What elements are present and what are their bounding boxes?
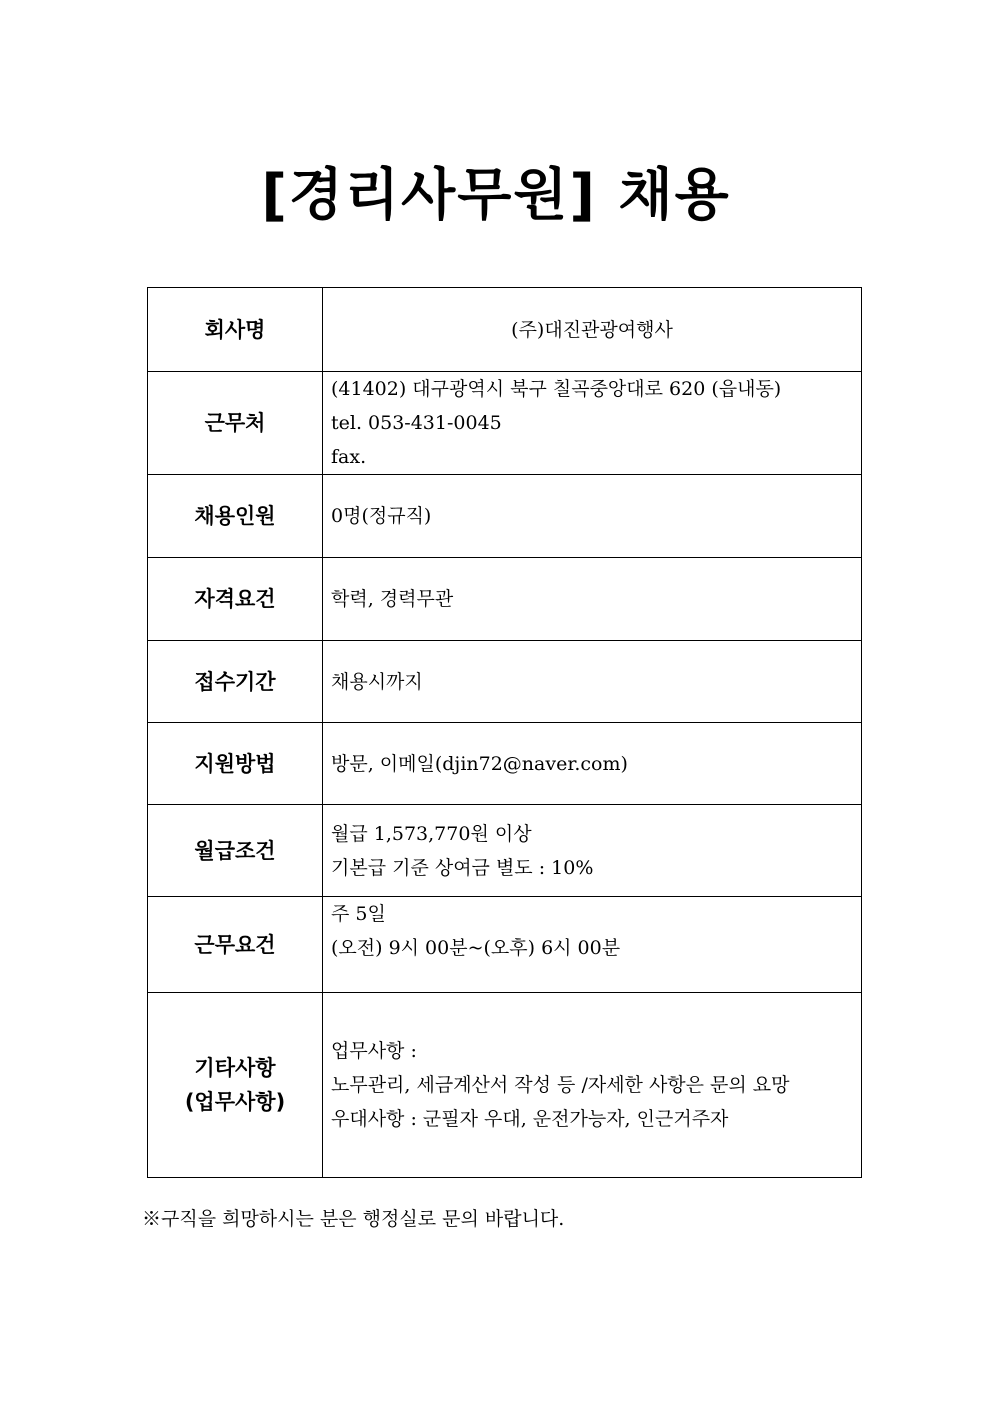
value-headcount: 0명(정규직) [323, 475, 862, 558]
workplace-address: (41402) 대구광역시 북구 칠곡중앙대로 620 (읍내동) [331, 378, 782, 400]
table-row-company [148, 288, 862, 372]
workplace-fax: fax. [331, 446, 367, 468]
value-workplace [323, 372, 862, 475]
label-apply: 지원방법 [148, 723, 323, 805]
table-row-period [148, 641, 862, 723]
job-posting-table [147, 287, 862, 1178]
etc-duties-heading: 업무사항 : [331, 1040, 417, 1062]
salary-bonus: 기본급 기준 상여금 별도 : 10% [331, 856, 594, 879]
value-etc [323, 993, 862, 1178]
table-row-hours [148, 897, 862, 993]
table-row-etc [148, 993, 862, 1178]
label-salary: 월급조건 [148, 805, 323, 897]
hours-days: 주 5일 [331, 903, 386, 925]
value-salary [323, 805, 862, 897]
value-hours [323, 897, 862, 993]
table-row-qualifications [148, 558, 862, 641]
workplace-tel: tel. 053-431-0045 [331, 412, 502, 434]
label-qualifications: 자격요건 [148, 558, 323, 641]
label-period: 접수기간 [148, 641, 323, 723]
table-row-workplace [148, 372, 862, 475]
label-company: 회사명 [148, 288, 323, 372]
value-apply: 방문, 이메일(djin72@naver.com) [323, 723, 862, 805]
salary-monthly: 월급 1,573,770원 이상 [331, 822, 532, 845]
value-period: 채용시까지 [323, 641, 862, 723]
table-row-headcount [148, 475, 862, 558]
value-qualifications: 학력, 경력무관 [323, 558, 862, 641]
value-company: (주)대진관광여행사 [323, 288, 862, 372]
label-etc-line1: 기타사항 [194, 1056, 276, 1080]
table-row-apply [148, 723, 862, 805]
footnote: ※구직을 희망하시는 분은 행정실로 문의 바랍니다. [142, 1208, 565, 1230]
page-title: [경리사무원] 채용 [261, 163, 731, 228]
label-etc-line2: (업무사항) [184, 1090, 286, 1114]
label-etc [148, 993, 323, 1178]
hours-time: (오전) 9시 00분~(오후) 6시 00분 [331, 937, 621, 959]
etc-preferences: 우대사항 : 군필자 우대, 운전가능자, 인근거주자 [331, 1108, 729, 1130]
label-hours: 근무요건 [148, 897, 323, 993]
label-workplace: 근무처 [148, 372, 323, 475]
label-headcount: 채용인원 [148, 475, 323, 558]
table-row-salary [148, 805, 862, 897]
etc-duties: 노무관리, 세금계산서 작성 등 /자세한 사항은 문의 요망 [331, 1074, 790, 1096]
